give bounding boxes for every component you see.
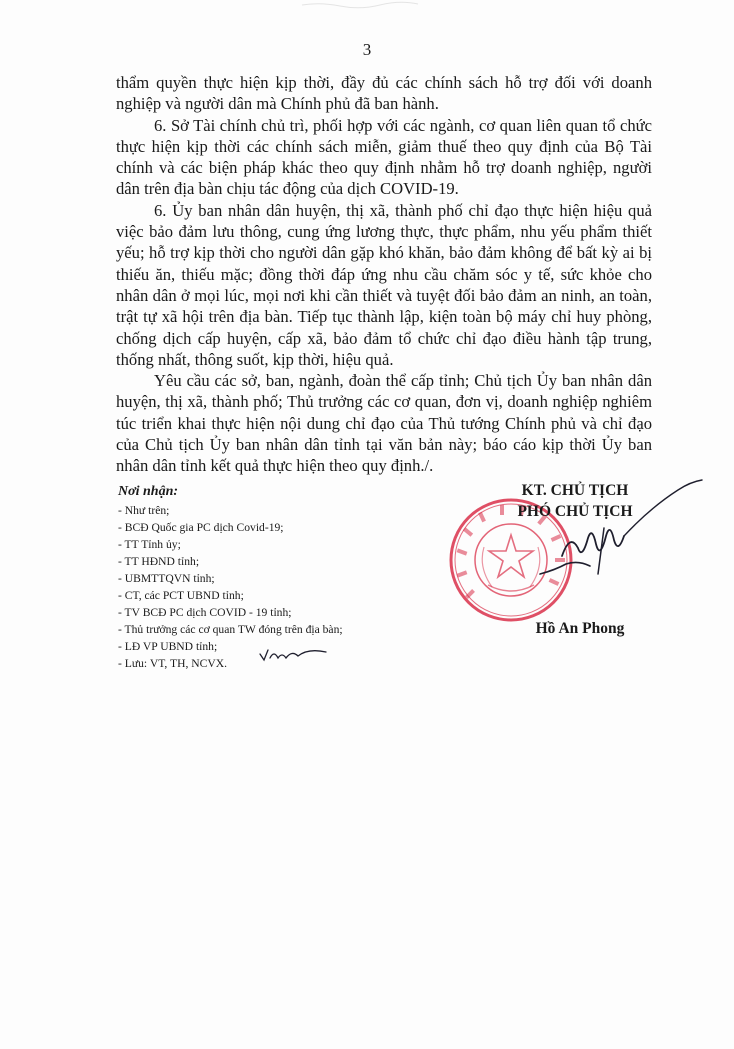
recipients-title: Nơi nhận: xyxy=(118,484,179,499)
body-paragraph-4: Yêu cầu các sở, ban, ngành, đoàn thể cấp tỉnh; Chủ tịch Ủy ban nhân dân huyện, thị xã, thành phố; Thủ trưởng các cơ quan, đơn vị, doanh nghiệp nghiêm túc triển khai thực hiện nội dung chỉ đạo của Thủ tướng Chính phủ và chỉ đạo của Chủ tịch Ủy ban nhân dân tỉnh tại văn bản này; báo cáo kịp thời Ủy ban nhân dân tỉnh kết quả thực hiện theo quy định./. xyxy=(116,371,652,476)
body-paragraph-1: thẩm quyền thực hiện kịp thời, đầy đủ các chính sách hỗ trợ đối với doanh nghiệp và người dân mà Chính phủ đã ban hành. xyxy=(116,73,652,114)
scan-mark xyxy=(300,0,420,10)
recipient-item: - Thủ trưởng các cơ quan TW đóng trên địa bàn; xyxy=(118,623,343,636)
signer-name: Hồ An Phong xyxy=(535,620,625,637)
recipient-item: - Như trên; xyxy=(118,504,170,517)
recipient-item: - TT HĐND tỉnh; xyxy=(118,555,200,568)
recipient-item: - Lưu: VT, TH, NCVX. xyxy=(118,657,228,670)
recipient-item: - BCĐ Quốc gia PC dịch Covid-19; xyxy=(118,521,284,534)
recipient-item: - TV BCĐ PC dịch COVID - 19 tỉnh; xyxy=(118,606,292,619)
body-paragraph-2: 6. Sở Tài chính chủ trì, phối hợp với các ngành, cơ quan liên quan tổ chức thực hiện kịp thời các chính sách miễn, giảm thuế theo quy định của Bộ Tài chính và các biện pháp khác theo quy định nhằm hỗ trợ doanh nghiệp, người dân trên địa bàn chịu tác động của dịch COVID-19. xyxy=(116,115,652,199)
signature-title-position: PHÓ CHỦ TỊCH xyxy=(517,503,633,520)
signature-title-delegation: KT. CHỦ TỊCH xyxy=(521,482,629,499)
recipient-item: - TT Tỉnh ủy; xyxy=(118,538,181,551)
recipient-item: - UBMTTQVN tỉnh; xyxy=(118,572,215,585)
document-body xyxy=(116,72,652,477)
recipient-item: - CT, các PCT UBND tỉnh; xyxy=(118,589,244,602)
body-paragraph-3: 6. Ủy ban nhân dân huyện, thị xã, thành phố chỉ đạo thực hiện hiệu quả việc bảo đảm lưu thông, cung ứng lương thực, thực phẩm, nhu yếu phẩm thiết yếu; hỗ trợ kịp thời cho người dân gặp khó khăn, bảo đảm không để bất kỳ ai bị thiếu ăn, thiếu mặc; đồng thời đáp ứng nhu cầu chăm sóc y tế, sức khỏe cho nhân dân ở mọi lúc, mọi nơi khi cần thiết và tuyệt đối bảo đảm an ninh, an toàn, trật tự xã hội trên địa bàn. Tiếp tục thành lập, kiện toàn bộ máy chỉ huy phòng, chống dịch cấp huyện, cấp xã, bảo đảm tổ chức chỉ đạo điều hành tập trung, thống nhất, thông suốt, kịp thời, hiệu quả. xyxy=(116,200,652,369)
initials-mark xyxy=(258,644,328,664)
page-number: 3 xyxy=(362,40,372,59)
recipient-item: - LĐ VP UBND tỉnh; xyxy=(118,640,218,653)
